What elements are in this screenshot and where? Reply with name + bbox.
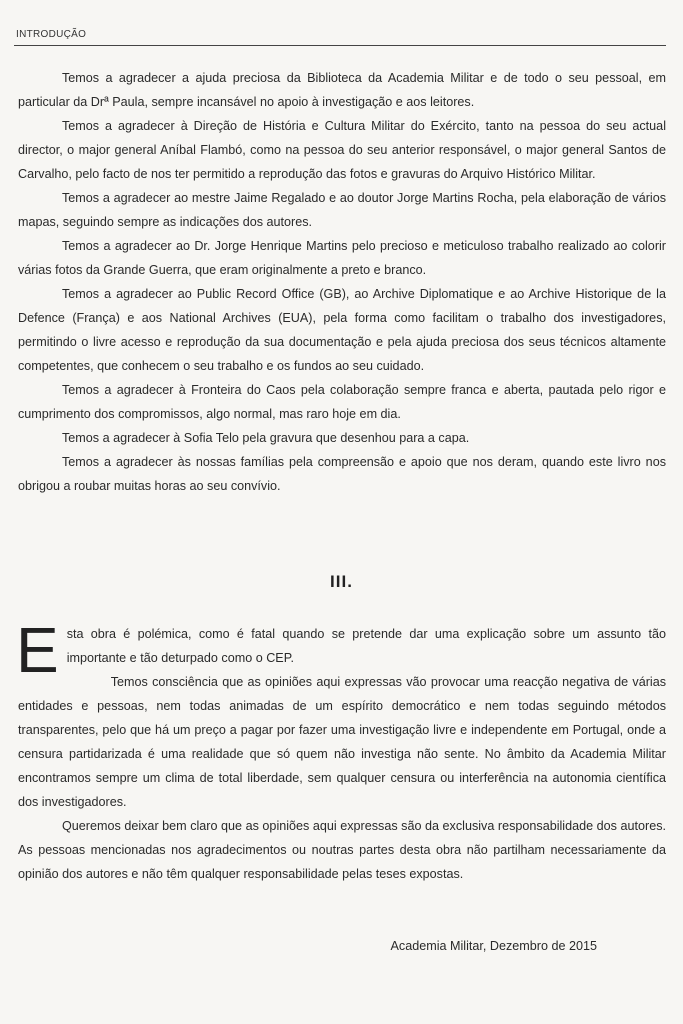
paragraph: Temos a agradecer a ajuda preciosa da Biblioteca da Academia Militar e de todo o seu pessoal, em particular da Drª Paula, sempre incansável no apoio à investigação e aos leitores.: [18, 71, 666, 109]
paragraph: Temos a agradecer ao Dr. Jorge Henrique Martins pelo precioso e meticuloso trabalho realizado ao colorir várias fotos da Grande Guerra, que eram originalmente a preto e branco.: [18, 239, 666, 277]
lead-paragraph: [16, 614, 666, 686]
signature-line: Academia Militar, Dezembro de 2015: [390, 939, 597, 953]
paragraph: Temos consciência que as opiniões aqui expressas vão provocar uma reacção negativa de várias entidades e pessoas, nem todas animadas de um espírito democrático e nem todas seguindo métodos transparentes, pelo que há um preço a pagar por fazer uma investigação livre e independente em Portugal, onde a censura partidarizada é uma realidade que só quem não investiga não sente. No âmbito da Academia Militar encontramos sempre um clima de total liberdade, sem qualquer censura ou interferência na autonomia científica dos investigadores.: [18, 675, 666, 809]
paragraph: Queremos deixar bem claro que as opiniões aqui expressas são da exclusiva responsabilidade dos autores. As pessoas mencionadas nos agradecimentos ou noutras partes desta obra não partilham necessariamente da opinião dos autores e não têm qualquer responsabilidade pelas teses expostas.: [18, 819, 666, 881]
paragraph: Temos a agradecer ao mestre Jaime Regalado e ao doutor Jorge Martins Rocha, pela elaboração de vários mapas, seguindo sempre as indicações dos autores.: [18, 191, 666, 229]
section-body: [16, 614, 666, 886]
running-head: INTRODUÇÃO: [16, 29, 87, 40]
section-heading: III.: [330, 572, 353, 591]
drop-cap: E: [16, 614, 59, 686]
header-rule: [14, 45, 666, 46]
lead-text: sta obra é polémica, como é fatal quando se pretende dar uma explicação sobre um assunto tão importante e tão deturpado como o CEP.: [66, 627, 666, 665]
paragraph: Temos a agradecer à Sofia Telo pela gravura que desenhou para a capa.: [62, 431, 470, 445]
paragraph: Temos a agradecer às nossas famílias pela compreensão e apoio que nos deram, quando este livro nos obrigou a roubar muitas horas ao seu convívio.: [18, 455, 666, 493]
acknowledgements-block: [18, 66, 666, 498]
paragraph: Temos a agradecer ao Public Record Office (GB), ao Archive Diplomatique e ao Archive Historique de la Defence (França) e aos National Archives (EUA), pela forma como facilitam o trabalho dos investigadores, permitindo o livre acesso e reprodução da sua documentação e pela ajuda preciosa dos seus técnicos altamente competentes, que conhecem o seu trabalho e os fundos ao seu cuidado.: [18, 287, 666, 373]
paragraph: Temos a agradecer à Direção de História e Cultura Militar do Exército, tanto na pessoa do seu actual director, o major general Aníbal Flambó, como na pessoa do seu anterior responsável, o major general Santos de Carvalho, pelo facto de nos ter permitido a reprodução das fotos e gravuras do Arquivo Histórico Militar.: [18, 119, 666, 181]
paragraph: Temos a agradecer à Fronteira do Caos pela colaboração sempre franca e aberta, pautada pelo rigor e cumprimento dos compromissos, algo normal, mas raro hoje em dia.: [18, 383, 666, 421]
